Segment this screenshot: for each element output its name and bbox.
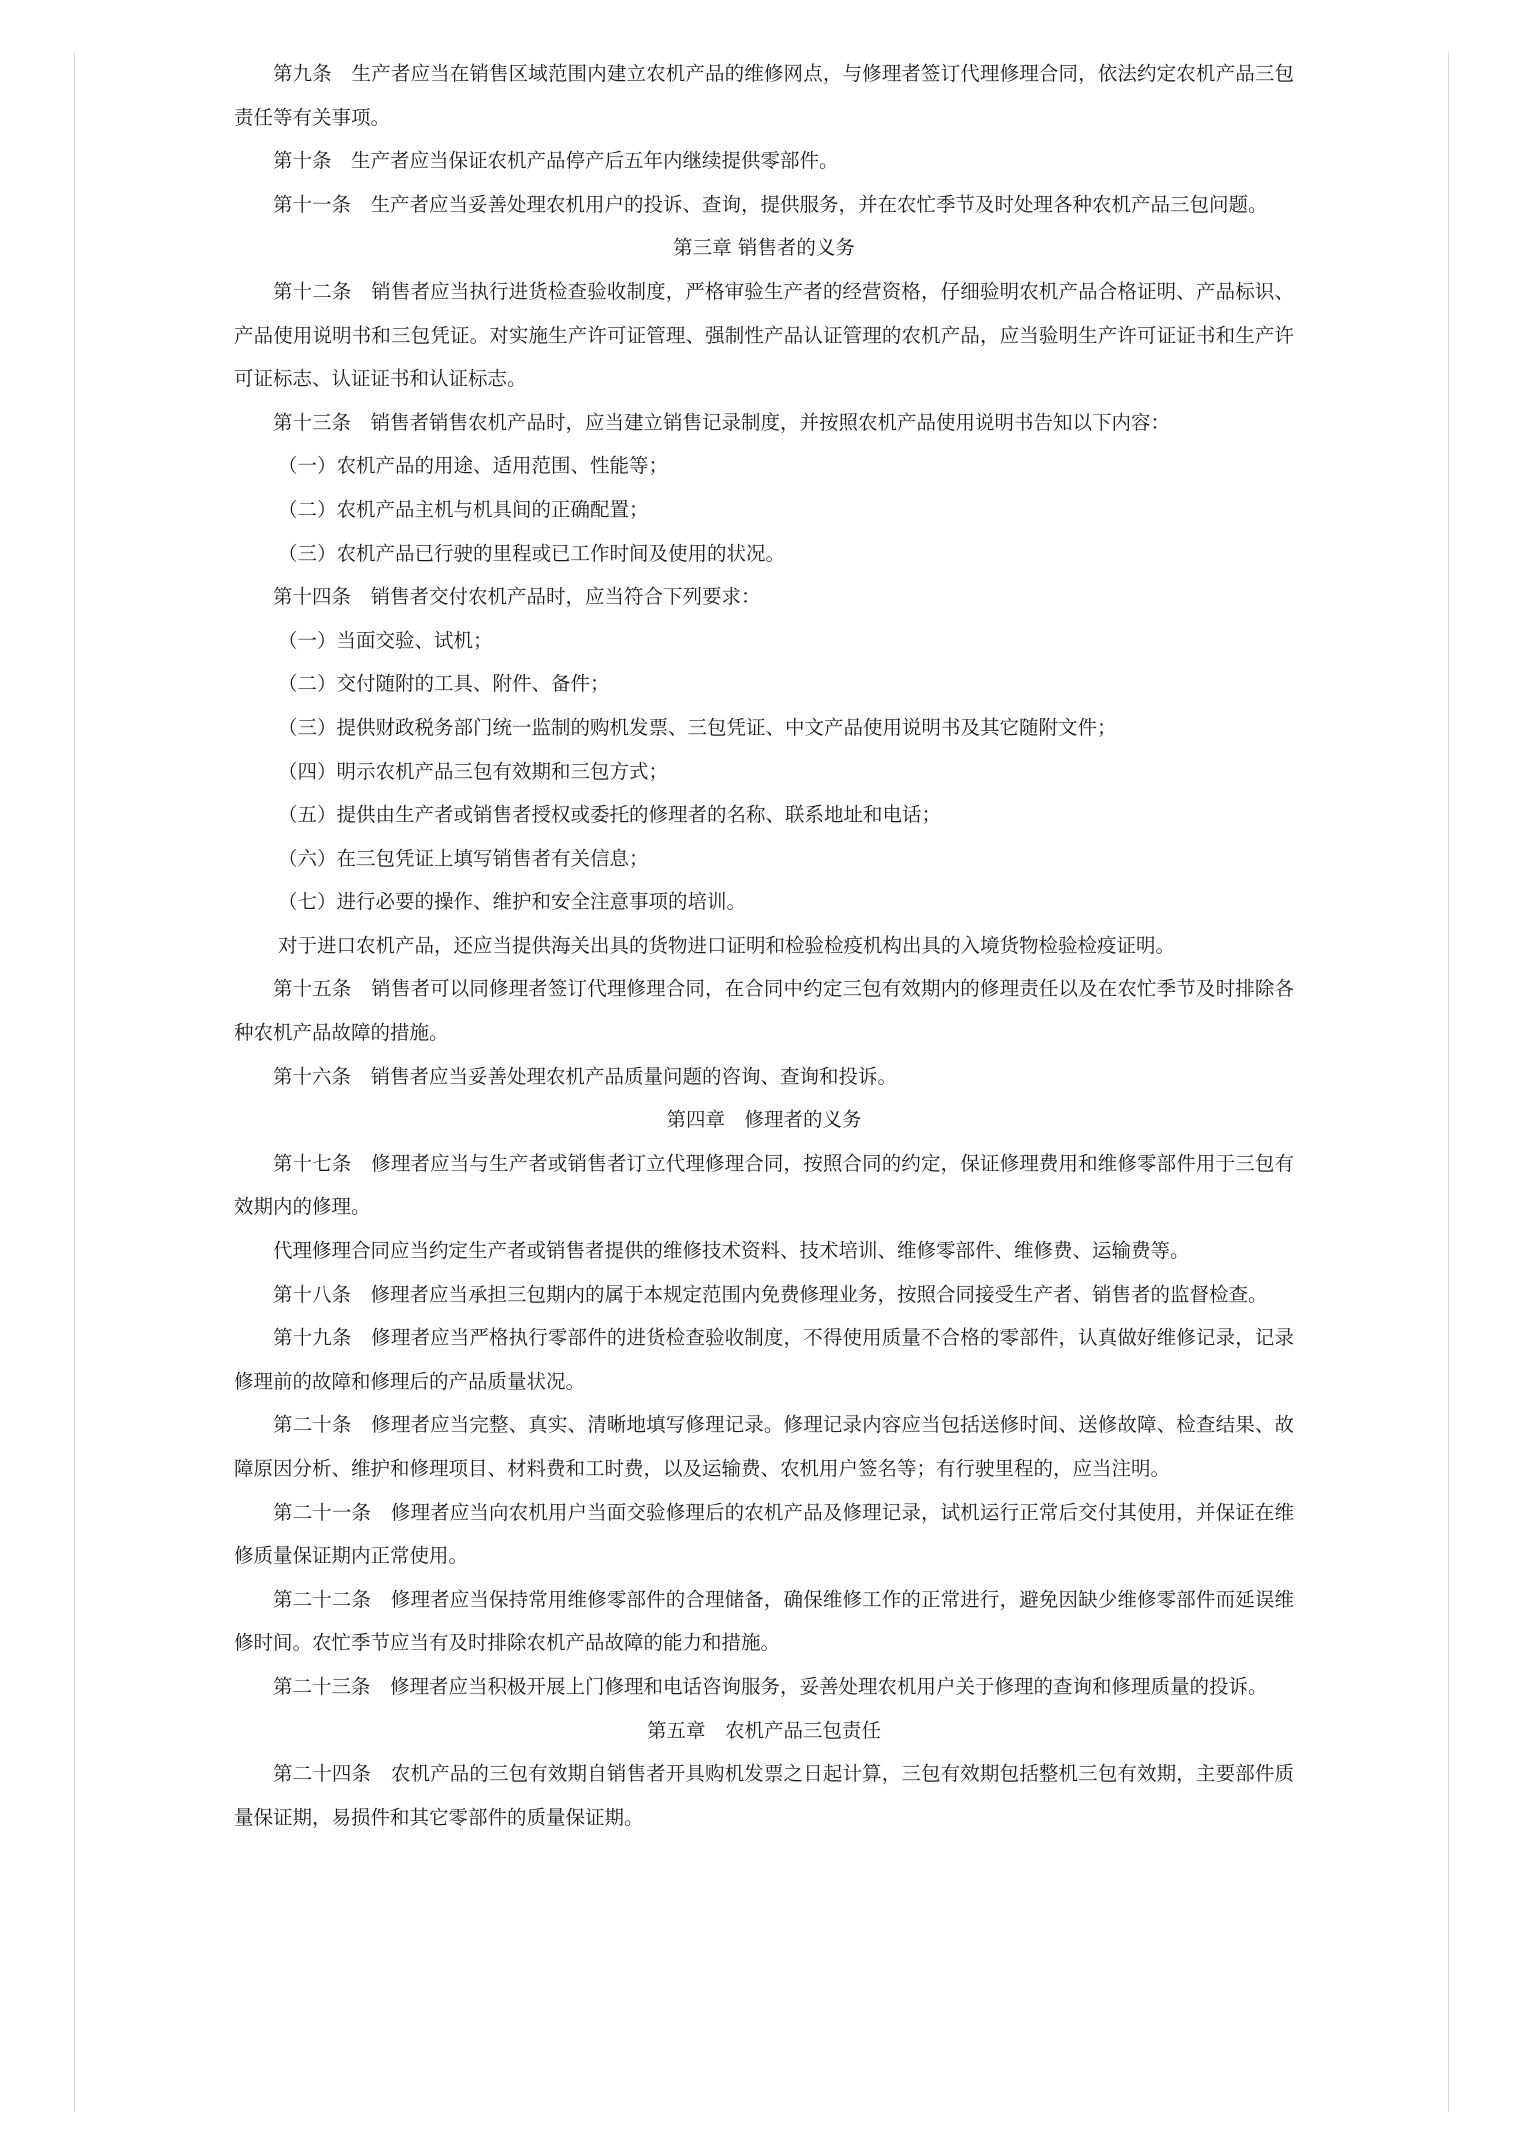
article-11: 第十一条 生产者应当妥善处理农机用户的投诉、查询，提供服务，并在农忙季节及时处理各种农机产品三包问题。 [273, 192, 1268, 216]
article-14-item-2: （二）交付随附的工具、附件、备件； [278, 672, 610, 696]
chapter-3-heading: 第三章 销售者的义务 [673, 236, 855, 260]
article-14-item-5: （五）提供由生产者或销售者授权或委托的修理者的名称、联系地址和电话； [278, 803, 942, 827]
page-border-left [74, 52, 75, 2112]
chapter-5-heading: 第五章 农机产品三包责任 [646, 1718, 881, 1742]
article-23: 第二十三条 修理者应当积极开展上门修理和电话咨询服务，妥善处理农机用户关于修理的查询和修理质量的投诉。 [273, 1674, 1268, 1698]
document-body [234, 52, 1294, 1839]
article-22: 第二十二条 修理者应当保持常用维修零部件的合理储备，确保维修工作的正常进行，避免因缺少维修零部件而延误维修时间。农忙季节应当有及时排除农机产品故障的能力和措施。 [234, 1587, 1294, 1655]
article-13: 第十三条 销售者销售农机产品时，应当建立销售记录制度，并按照农机产品使用说明书告知以下内容： [273, 410, 1171, 434]
article-19: 第十九条 修理者应当严格执行零部件的进货检查验收制度，不得使用质量不合格的零部件，认真做好维修记录，记录修理前的故障和修理后的产品质量状况。 [234, 1326, 1294, 1393]
article-16: 第十六条 销售者应当妥善处理农机产品质量问题的咨询、查询和投诉。 [273, 1064, 898, 1088]
article-14-item-3: （三）提供财政税务部门统一监制的购机发票、三包凭证、中文产品使用说明书及其它随附文件； [278, 715, 1117, 739]
article-10: 第十条 生产者应当保证农机产品停产后五年内继续提供零部件。 [273, 149, 839, 173]
article-17: 第十七条 修理者应当与生产者或销售者订立代理修理合同，按照合同的约定，保证修理费用和维修零部件用于三包有效期内的修理。 [234, 1151, 1294, 1219]
article-14: 第十四条 销售者交付农机产品时，应当符合下列要求： [273, 585, 761, 609]
article-13-item-3: （三）农机产品已行驶的里程或已工作时间及使用的状况。 [278, 541, 786, 565]
article-9: 第九条 生产者应当在销售区域范围内建立农机产品的维修网点，与修理者签订代理修理合同，依法约定农机产品三包责任等有关事项。 [234, 62, 1294, 129]
article-14-item-4: （四）明示农机产品三包有效期和三包方式； [278, 759, 669, 783]
article-13-item-2: （二）农机产品主机与机具间的正确配置； [278, 497, 649, 521]
article-14-item-7: （七）进行必要的操作、维护和安全注意事项的培训。 [278, 890, 747, 914]
article-17-contract-note: 代理修理合同应当约定生产者或销售者提供的维修技术资料、技术培训、维修零部件、维修费、运输费等。 [273, 1239, 1190, 1263]
article-14-item-6: （六）在三包凭证上填写销售者有关信息； [278, 846, 649, 870]
article-12: 第十二条 销售者应当执行进货检查验收制度，严格审验生产者的经营资格，仔细验明农机产品合格证明、产品标识、产品使用说明书和三包凭证。对实施生产许可证管理、强制性产品认证管理的农机产品，应当验明生产许可证证书和生产许可证标志、认证证书和认证标志。 [234, 279, 1294, 391]
article-13-item-1: （一）农机产品的用途、适用范围、性能等； [278, 454, 669, 478]
page-border-right [1448, 52, 1449, 2112]
article-14-item-1: （一）当面交验、试机； [278, 628, 493, 652]
article-14-import-note: 对于进口农机产品，还应当提供海关出具的货物进口证明和检验检疫机构出具的入境货物检验检疫证明。 [278, 933, 1176, 957]
article-15: 第十五条 销售者可以同修理者签订代理修理合同，在合同中约定三包有效期内的修理责任以及在农忙季节及时排除各种农机产品故障的措施。 [234, 977, 1294, 1045]
chapter-4-heading: 第四章 修理者的义务 [666, 1108, 862, 1132]
article-18: 第十八条 修理者应当承担三包期内的属于本规定范围内免费修理业务，按照合同接受生产者、销售者的监督检查。 [273, 1282, 1268, 1306]
article-24: 第二十四条 农机产品的三包有效期自销售者开具购机发票之日起计算，三包有效期包括整机三包有效期，主要部件质量保证期，易损件和其它零部件的质量保证期。 [234, 1762, 1294, 1829]
article-21: 第二十一条 修理者应当向农机用户当面交验修理后的农机产品及修理记录，试机运行正常后交付其使用，并保证在维修质量保证期内正常使用。 [234, 1500, 1294, 1568]
article-20: 第二十条 修理者应当完整、真实、清晰地填写修理记录。修理记录内容应当包括送修时间、送修故障、检查结果、故障原因分析、维护和修理项目、材料费和工时费，以及运输费、农机用户签名等；有行驶里程的，应当注明。 [234, 1413, 1294, 1480]
